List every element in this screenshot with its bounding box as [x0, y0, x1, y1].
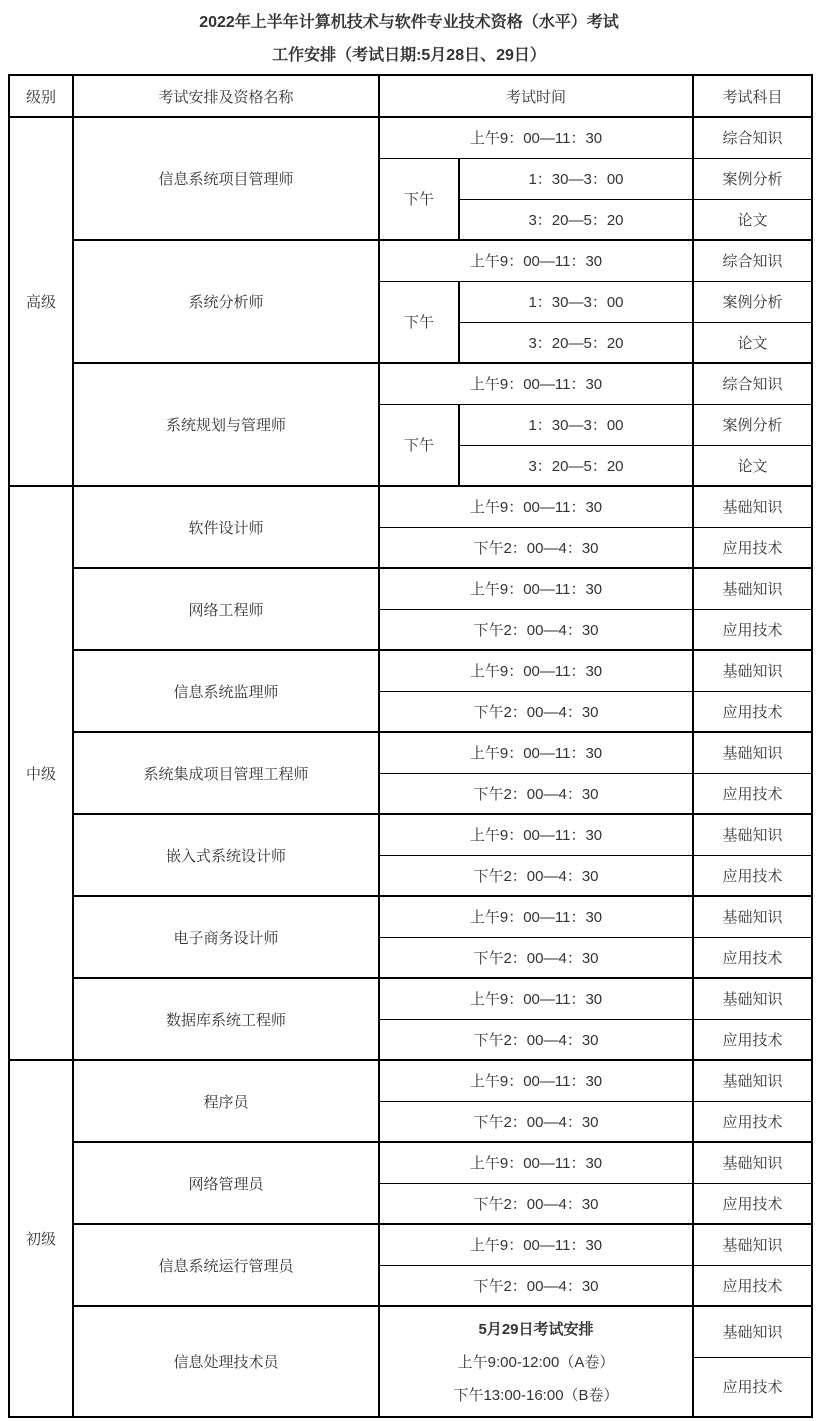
time-cell: 3：20—5：20	[459, 445, 693, 486]
subject-cell: 基础知识	[693, 568, 812, 609]
subject-cell: 基础知识	[693, 1224, 812, 1265]
subject-cell: 综合知识	[693, 363, 812, 404]
time-cell: 下午2：00—4：30	[379, 1019, 693, 1060]
exam-name-cell: 网络管理员	[73, 1142, 379, 1224]
exam-name-cell: 信息系统项目管理师	[73, 117, 379, 240]
exam-name-cell: 信息系统监理师	[73, 650, 379, 732]
table-row	[9, 1306, 812, 1357]
subject-cell: 论文	[693, 322, 812, 363]
subject-cell: 案例分析	[693, 158, 812, 199]
time-cell: 下午2：00—4：30	[379, 937, 693, 978]
special-time-morning: 上午9:00-12:00（A卷）	[457, 1354, 615, 1371]
subject-cell: 应用技术	[693, 691, 812, 732]
page-title	[0, 0, 818, 66]
title-line-1: 2022年上半年计算机技术与软件专业技术资格（水平）考试	[199, 14, 619, 31]
subject-cell: 基础知识	[693, 896, 812, 937]
table-row	[9, 363, 812, 404]
subject-cell: 应用技术	[693, 773, 812, 814]
afternoon-label-cell: 下午	[379, 158, 459, 240]
subject-cell: 论文	[693, 199, 812, 240]
time-cell: 下午2：00—4：30	[379, 1101, 693, 1142]
subject-cell: 应用技术	[693, 937, 812, 978]
table-row	[9, 978, 812, 1019]
exam-name-cell: 软件设计师	[73, 486, 379, 568]
subject-cell: 论文	[693, 445, 812, 486]
subject-cell: 应用技术	[693, 1265, 812, 1306]
exam-name-cell: 程序员	[73, 1060, 379, 1142]
exam-schedule-table	[8, 74, 813, 1418]
time-cell: 上午9：00—11：30	[379, 896, 693, 937]
exam-name-cell: 系统集成项目管理工程师	[73, 732, 379, 814]
header-time: 考试时间	[379, 75, 693, 117]
subject-cell: 基础知识	[693, 486, 812, 527]
exam-name-cell: 电子商务设计师	[73, 896, 379, 978]
exam-name-cell: 信息系统运行管理员	[73, 1224, 379, 1306]
table-row	[9, 1224, 812, 1265]
subject-cell: 基础知识	[693, 1060, 812, 1101]
subject-cell: 应用技术	[693, 1183, 812, 1224]
subject-cell: 基础知识	[693, 650, 812, 691]
subject-cell: 应用技术	[693, 1019, 812, 1060]
subject-cell: 基础知识	[693, 814, 812, 855]
time-cell: 上午9：00—11：30	[379, 732, 693, 773]
special-time-afternoon: 下午13:00-16:00（B卷）	[453, 1387, 619, 1404]
subject-cell: 应用技术	[693, 855, 812, 896]
table-row	[9, 814, 812, 855]
time-cell: 上午9：00—11：30	[379, 486, 693, 527]
subject-cell: 基础知识	[693, 978, 812, 1019]
time-cell: 下午2：00—4：30	[379, 855, 693, 896]
time-cell: 下午2：00—4：30	[379, 527, 693, 568]
time-cell: 上午9：00—11：30	[379, 568, 693, 609]
subject-cell: 基础知识	[693, 732, 812, 773]
exam-name-cell: 信息处理技术员	[73, 1306, 379, 1417]
header-level: 级别	[9, 75, 73, 117]
table-header-row	[9, 75, 812, 117]
afternoon-label-cell: 下午	[379, 281, 459, 363]
table-row	[9, 732, 812, 773]
time-cell: 1：30—3：00	[459, 404, 693, 445]
table-row	[9, 1142, 812, 1183]
subject-cell: 基础知识	[693, 1142, 812, 1183]
level-cell-senior: 高级	[9, 117, 73, 486]
header-name: 考试安排及资格名称	[73, 75, 379, 117]
subject-cell: 应用技术	[693, 527, 812, 568]
time-cell: 上午9：00—11：30	[379, 814, 693, 855]
level-cell-junior: 初级	[9, 1060, 73, 1417]
subject-cell: 案例分析	[693, 404, 812, 445]
time-cell: 上午9：00—11：30	[379, 240, 693, 281]
exam-name-cell: 系统分析师	[73, 240, 379, 363]
exam-name-cell: 网络工程师	[73, 568, 379, 650]
time-cell: 上午9：00—11：30	[379, 117, 693, 158]
subject-cell: 案例分析	[693, 281, 812, 322]
subject-cell: 综合知识	[693, 240, 812, 281]
time-cell: 上午9：00—11：30	[379, 978, 693, 1019]
subject-cell: 应用技术	[693, 1101, 812, 1142]
title-line-2: 工作安排（考试日期:5月28日、29日）	[272, 47, 546, 64]
table-row	[9, 568, 812, 609]
afternoon-label-cell: 下午	[379, 404, 459, 486]
table-row	[9, 1060, 812, 1101]
subject-cell: 应用技术	[693, 609, 812, 650]
time-cell: 下午2：00—4：30	[379, 691, 693, 732]
time-cell: 上午9：00—11：30	[379, 650, 693, 691]
time-cell: 上午9：00—11：30	[379, 1142, 693, 1183]
level-cell-intermediate: 中级	[9, 486, 73, 1060]
exam-name-cell: 嵌入式系统设计师	[73, 814, 379, 896]
time-cell: 上午9：00—11：30	[379, 363, 693, 404]
time-cell: 上午9：00—11：30	[379, 1060, 693, 1101]
time-cell: 下午2：00—4：30	[379, 773, 693, 814]
table-row	[9, 896, 812, 937]
subject-cell: 综合知识	[693, 117, 812, 158]
table-row	[9, 117, 812, 158]
time-cell: 下午2：00—4：30	[379, 1265, 693, 1306]
exam-name-cell: 系统规划与管理师	[73, 363, 379, 486]
time-cell: 上午9：00—11：30	[379, 1224, 693, 1265]
special-time-heading: 5月29日考试安排	[478, 1321, 594, 1338]
special-time-cell	[379, 1306, 693, 1417]
header-subject: 考试科目	[693, 75, 812, 117]
time-cell: 1：30—3：00	[459, 158, 693, 199]
subject-cell: 应用技术	[693, 1357, 812, 1417]
time-cell: 下午2：00—4：30	[379, 1183, 693, 1224]
table-row	[9, 240, 812, 281]
subject-cell: 基础知识	[693, 1306, 812, 1357]
exam-name-cell: 数据库系统工程师	[73, 978, 379, 1060]
time-cell: 3：20—5：20	[459, 199, 693, 240]
table-row	[9, 486, 812, 527]
time-cell: 下午2：00—4：30	[379, 609, 693, 650]
time-cell: 1：30—3：00	[459, 281, 693, 322]
time-cell: 3：20—5：20	[459, 322, 693, 363]
table-row	[9, 650, 812, 691]
